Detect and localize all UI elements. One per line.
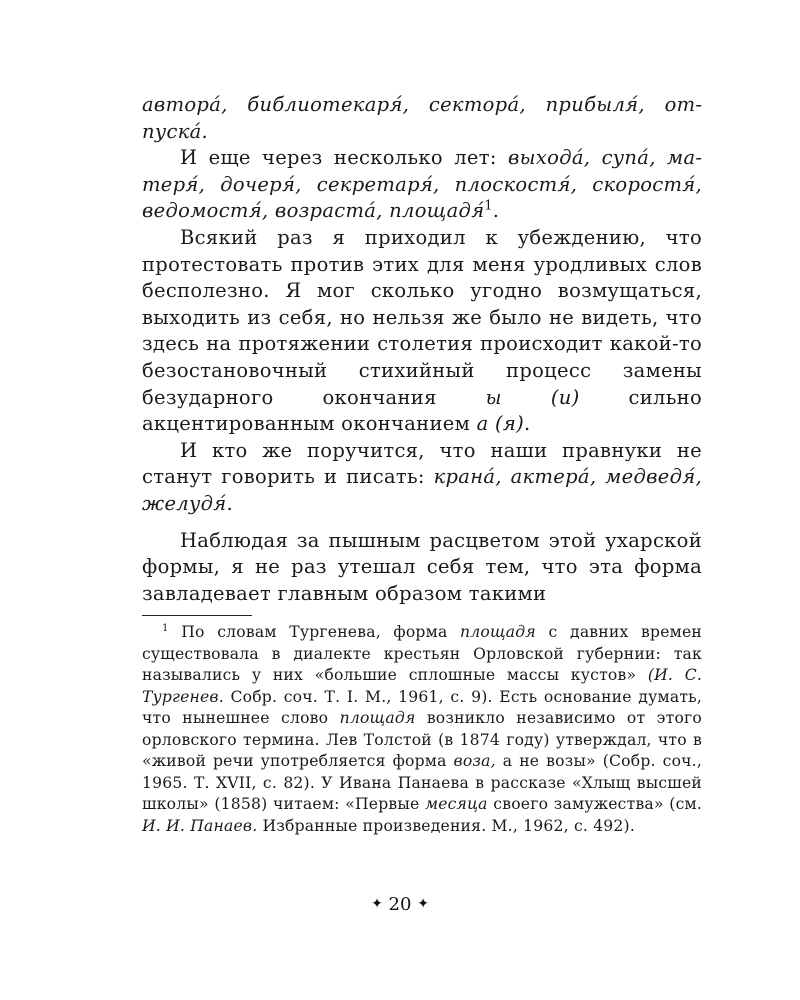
text-run: возникло независимо от этого орловского термина. Лев Толстой (в 1874 году) утверждал, что в «живой речи употребляется форма <box>142 709 702 771</box>
paragraph <box>142 528 702 608</box>
italic-text: площадя <box>339 709 416 728</box>
page-number-ornament-right: ✦ <box>417 896 429 912</box>
text-run: сильно акцентированным окончанием <box>142 385 702 436</box>
text-run: . <box>524 412 531 436</box>
paragraph <box>142 438 702 518</box>
text-run: с давних времен существовала в диалекте крестьян Орловской губернии: так назывались у них «большие сплошные массы кустов» <box>142 623 702 685</box>
italic-text: ы (и) <box>485 385 580 409</box>
text-run: Собр. соч. Т. I. М., 1961, с. 9). Есть основание думать, что нынешнее слово <box>142 687 702 728</box>
text-run: Избранные произведения. М., 1962, с. 492). <box>257 816 635 835</box>
footnotes <box>142 622 702 837</box>
page-number-ornament-left: ✦ <box>371 896 383 912</box>
footnote <box>142 622 702 837</box>
footnote-reference: 1 <box>162 623 169 635</box>
text-run: По словам Тургенева, форма <box>168 623 461 642</box>
italic-text: месяца <box>425 795 488 814</box>
italic-text: (И. С. Тургенев. <box>142 666 702 706</box>
paragraph <box>142 92 702 145</box>
page-number-value: 20 <box>388 894 412 915</box>
footnote-divider <box>142 615 252 616</box>
italic-text: а (я) <box>476 412 525 436</box>
text-run: Всякий раз я приходил к убеждению, что протестовать против этих для меня уродливых слов бесполезно. Я мог сколько угодно возмущаться, выходить из себя, но нельзя же было не видеть, что здесь на протяжении столетия происходит какой-то безостановочный стихийный процесс замены безударного окончания <box>142 225 702 409</box>
text-run: Наблюдая за пышным расцветом этой ухарской формы, я не раз утешал себя тем, что эта форма завладевает главным образом такими <box>142 528 702 605</box>
italic-text: автора́, библиотекаря́, сектора́, прибыля́, отпуска́. <box>142 93 702 143</box>
italic-text: площадя <box>460 623 536 642</box>
text-run: . <box>226 491 234 515</box>
italic-text: выхода́, супа́, матеря́, дочеря́, секретаря́, плоскостя́, скоростя́, ведомостя́, возраста́, площадя́ <box>142 146 702 223</box>
text-run: своего замужества» (см. <box>487 795 702 814</box>
text-run: И еще через несколько лет: <box>180 146 509 170</box>
text-run: . <box>492 199 500 223</box>
italic-text: И. И. Панаев. <box>142 816 258 835</box>
page-number <box>0 893 800 916</box>
italic-text: крана́, актера́, медведя́, желудя́ <box>142 465 702 515</box>
text-run: И кто же поручится, что наши правнуки не станут говорить и писать: <box>142 438 702 489</box>
paragraph <box>142 145 702 225</box>
paragraph <box>142 225 702 438</box>
book-page <box>142 92 702 837</box>
italic-text: воза, <box>453 752 496 771</box>
text-run: а не возы» (Собр. соч., 1965. Т. XVII, с. 82). У Ивана Панаева в рассказе «Хлыщ высшей школы» (1858) читаем: «Первые <box>142 752 702 814</box>
footnote-reference: 1 <box>484 197 493 213</box>
main-text <box>142 92 702 607</box>
